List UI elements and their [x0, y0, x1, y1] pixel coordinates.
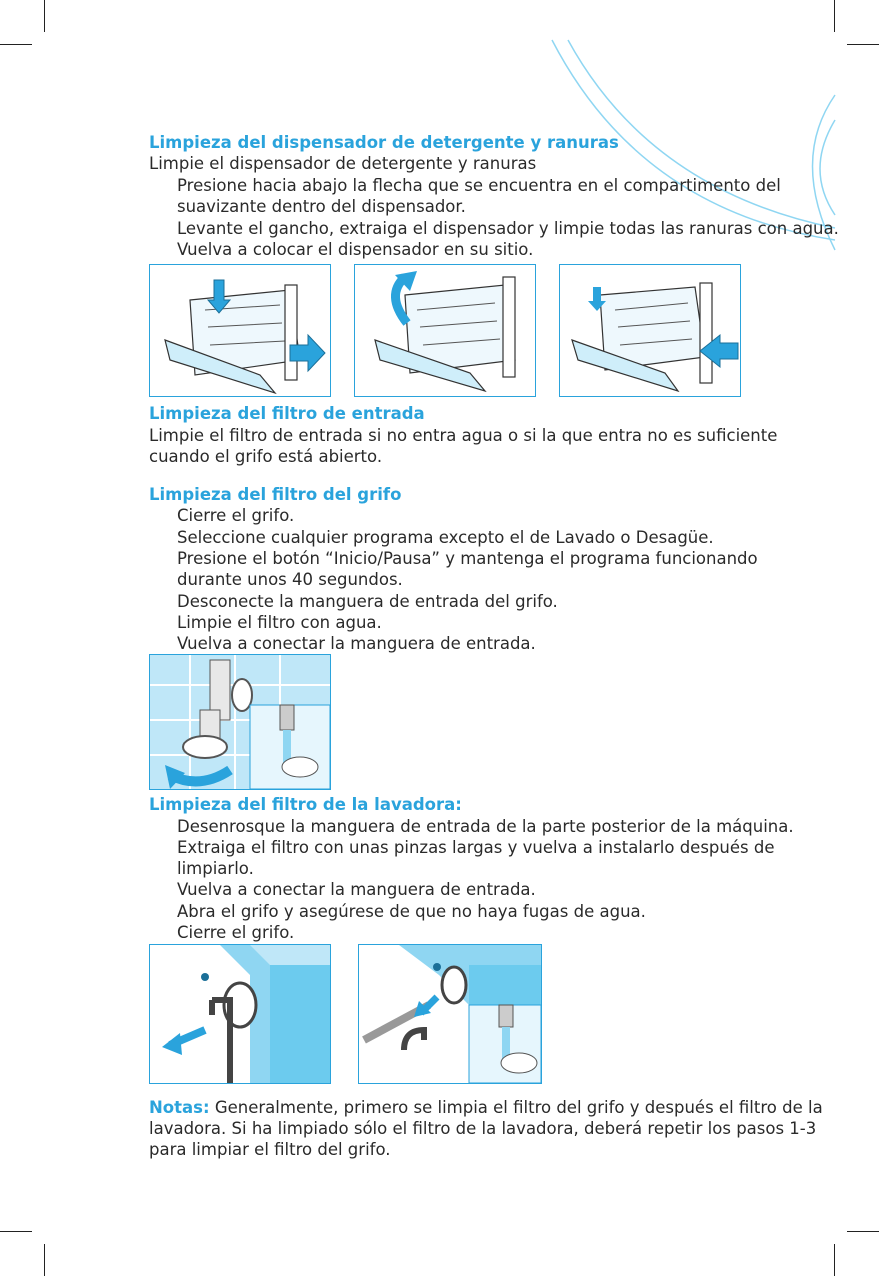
- step-line: Cierre el grifo.: [177, 506, 295, 525]
- section-title: Limpieza del filtro del grifo: [149, 485, 402, 504]
- dispenser-insert-illustration: [559, 264, 741, 397]
- crop-mark: [847, 1231, 879, 1232]
- step-line: Cierre el grifo.: [177, 923, 295, 942]
- step-line: Extraiga el filtro con unas pinzas largas y vuelva a instalarlo después de: [177, 838, 775, 857]
- notes-line: [149, 1098, 823, 1118]
- tap-filter-illustration: [149, 654, 331, 790]
- notes-line: para limpiar el filtro del grifo.: [149, 1140, 391, 1159]
- step-line: suavizante dentro del dispensador.: [177, 197, 466, 216]
- dispenser-lift-illustration: [354, 264, 536, 397]
- notes-label: Notas:: [149, 1098, 210, 1117]
- step-line: Seleccione cualquier programa excepto el de Lavado o Desagüe.: [177, 528, 714, 547]
- notes-block: [149, 1098, 823, 1160]
- step-line: durante unos 40 segundos.: [177, 570, 403, 589]
- notes-line: lavadora. Si ha limpiado sólo el filtro de la lavadora, deberá repetir los pasos 1-3: [149, 1119, 817, 1138]
- step-line: Levante el gancho, extraiga el dispensador y limpie todas las ranuras con agua.: [177, 219, 839, 238]
- dispenser-press-illustration: [149, 264, 331, 397]
- step-line: Vuelva a colocar el dispensador en su sitio.: [177, 240, 534, 259]
- crop-mark: [0, 1231, 32, 1232]
- machine-filter-illustration: [358, 944, 542, 1084]
- step-line: limpiarlo.: [177, 859, 254, 878]
- crop-mark: [834, 1244, 835, 1276]
- step-line: Presione hacia abajo la flecha que se encuentra en el compartimento del: [177, 176, 781, 195]
- section-title: Limpieza del filtro de la lavadora:: [149, 795, 462, 814]
- body-line: cuando el grifo está abierto.: [149, 447, 383, 466]
- step-line: Desenrosque la manguera de entrada de la parte posterior de la máquina.: [177, 817, 794, 836]
- section-title: Limpieza del filtro de entrada: [149, 404, 425, 423]
- step-line: Desconecte la manguera de entrada del grifo.: [177, 592, 558, 611]
- step-line: Presione el botón “Inicio/Pausa” y mantenga el programa funcionando: [177, 549, 758, 568]
- crop-mark: [44, 1244, 45, 1276]
- step-line: Abra el grifo y asegúrese de que no haya fugas de agua.: [177, 902, 646, 921]
- machine-hose-illustration: [149, 944, 331, 1084]
- body-line: Limpie el filtro de entrada si no entra agua o si la que entra no es suficiente: [149, 426, 778, 445]
- step-line: Vuelva a conectar la manguera de entrada.: [177, 634, 536, 653]
- section-title: Limpieza del dispensador de detergente y ranuras: [149, 133, 619, 152]
- step-line: Vuelva a conectar la manguera de entrada.: [177, 880, 536, 899]
- section-intro: Limpie el dispensador de detergente y ranuras: [149, 154, 537, 173]
- notes-text: Generalmente, primero se limpia el filtro del grifo y después el filtro de la: [214, 1098, 823, 1117]
- step-line: Limpie el filtro con agua.: [177, 613, 382, 632]
